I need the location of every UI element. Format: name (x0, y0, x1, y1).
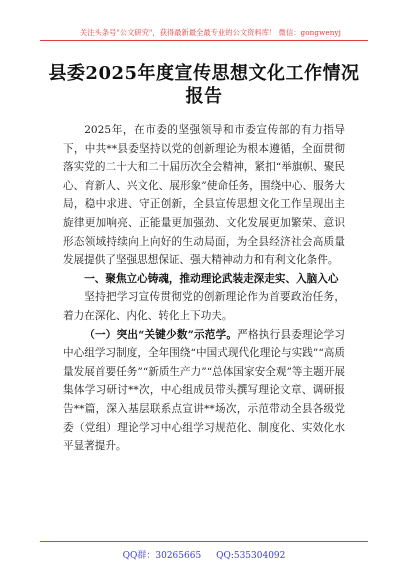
header-watermark: 关注头条号"公文研究"，获得最新最全最专业的公文资料库！ 微信：gongwenyj (80, 28, 341, 37)
document-body (63, 121, 345, 456)
footer (0, 548, 408, 561)
document-title: 县委2025年度宣传思想文化工作情况报告 (48, 63, 360, 107)
section-1-heading: 一、聚焦立心铸魂，推动理论武装走深走实、入脑入心 (84, 272, 339, 285)
subsection-1-body: 严格执行县委理论学习中心组学习制度，全年围绕“中国式现代化理论与实践”“高质量发展首要任务”“新质生产力”“总体国家安全观”等主题开展集体学习研讨**次，中心组成员带头撰写理论文章、调研报告**篇，深入基层联系点宣讲**场次，示范带动全县各级党委（党组）理论学习中心组学习规范化、制度化、实效化水平显著提升。 (63, 328, 346, 453)
intro-paragraph: 2025年，在市委的坚强领导和市委宣传部的有力指导下，中共**县委坚持以党的创新理论为根本遵循，全面贯彻落实党的二十大和二十届历次全会精神，紧扣“举旗帜、聚民心、育新人、兴文化、展形象”使命任务，围绕中心、服务大局，稳中求进、守正创新，全县宣传思想文化工作呈现出主旋律更加响亮、正能量更加强劲、文化发展更加繁荣、意识形态领域持续向上向好的生动局面，为全县经济社会高质量发展提供了坚强思想保证、强大精神动力和有利文化条件。 (63, 124, 345, 267)
subsection-1-paragraph (63, 326, 345, 456)
section-1-paragraph: 坚持把学习宣传贯彻党的创新理论作为首要政治任务，着力在深化、内化、转化上下功夫。 (63, 291, 345, 322)
footer-qq: QQ:535304092 (216, 551, 286, 561)
header-divider (40, 40, 368, 41)
subsection-1-heading: （一）突出“关键少数”示范学。 (84, 328, 238, 341)
footer-divider (40, 541, 368, 542)
footer-qq-group: QQ群：30265665 (122, 551, 202, 561)
